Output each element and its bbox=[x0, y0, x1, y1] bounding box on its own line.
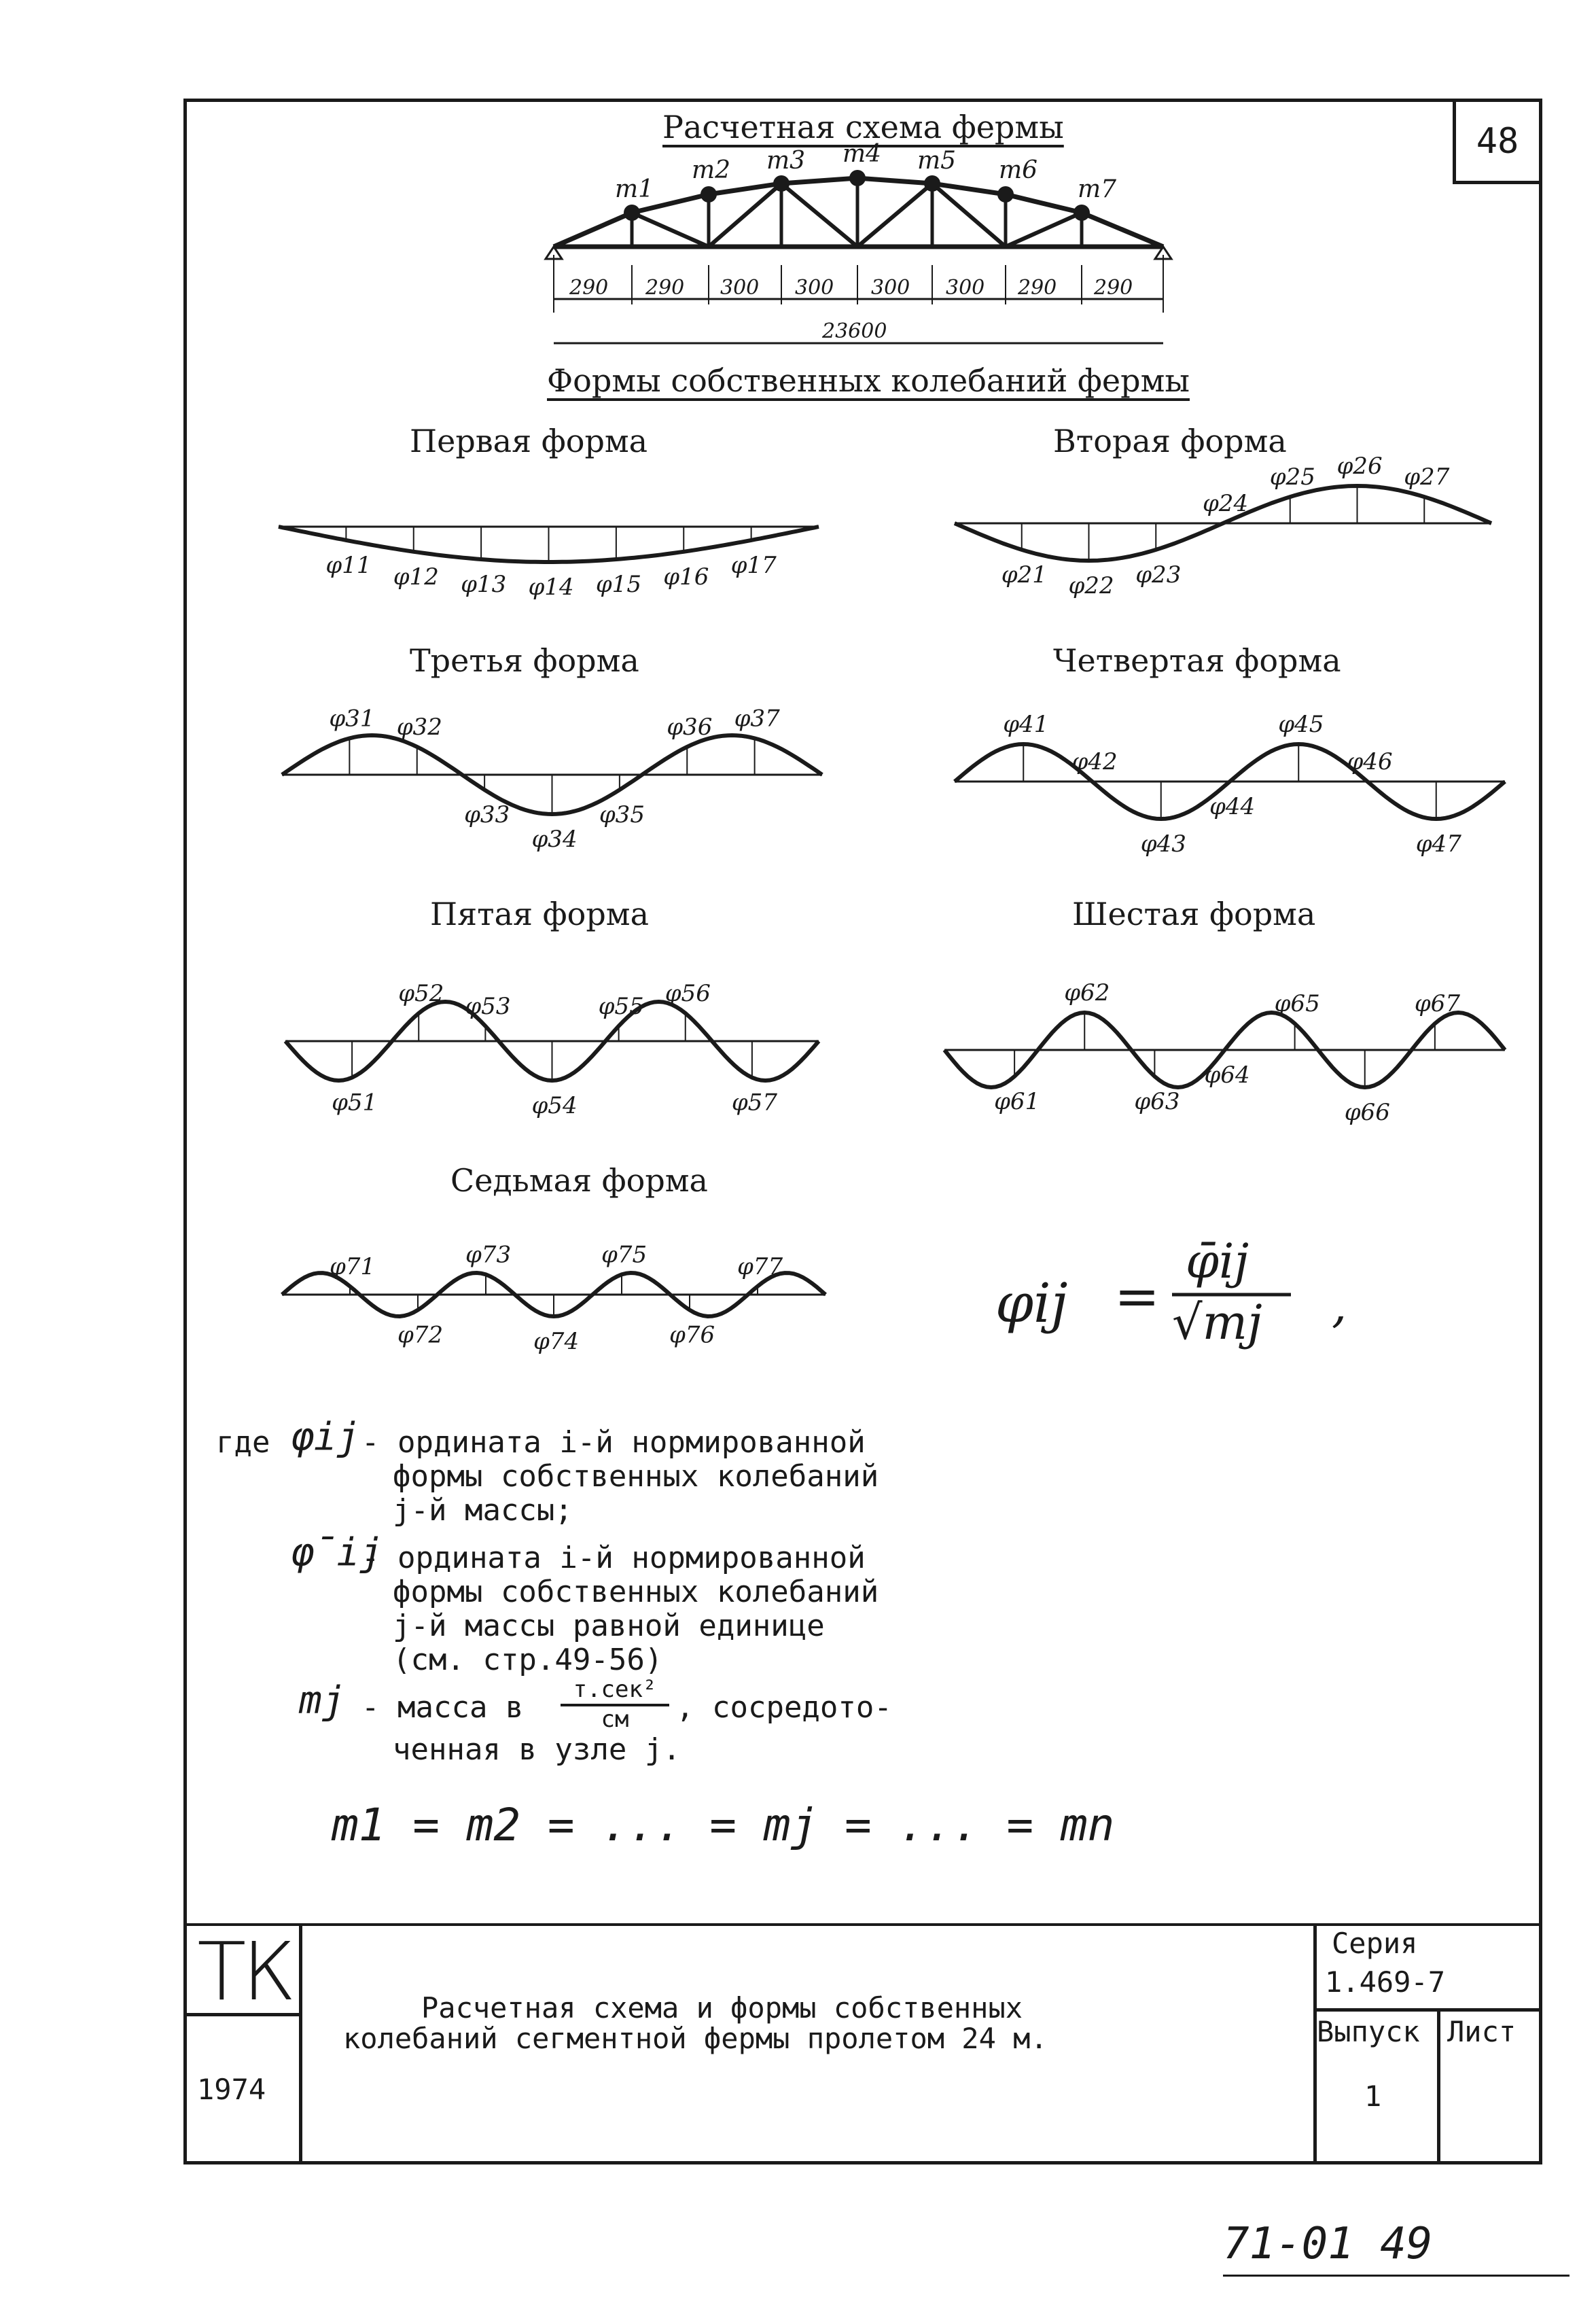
mode-2-diagram bbox=[955, 453, 1491, 599]
mode-2-label-6: φ26 bbox=[1336, 453, 1383, 480]
mass-label-m5: m5 bbox=[917, 147, 957, 175]
legend-line-1b: формы собственных колебаний bbox=[393, 1459, 879, 1494]
mode-7-label-6: φ76 bbox=[669, 1321, 715, 1349]
issue-label: Выпуск bbox=[1317, 2015, 1420, 2048]
mode-1-label-7: φ17 bbox=[730, 551, 777, 579]
mode-3-label-3: φ33 bbox=[464, 801, 510, 829]
mode-5-label-3: φ53 bbox=[465, 992, 511, 1020]
mode-4-diagram bbox=[955, 711, 1505, 858]
series-label: Серия bbox=[1332, 1927, 1418, 1960]
caption-line-2: колебаний сегментной фермы пролетом 24 м. bbox=[343, 2022, 1048, 2055]
dim-5: 300 bbox=[871, 276, 910, 300]
mode-1-label-5: φ15 bbox=[595, 571, 641, 599]
panel-dimensions bbox=[569, 276, 1133, 343]
mode-6-name: Шестая форма bbox=[1072, 896, 1316, 932]
legend-sym-2: φ̄ij bbox=[291, 1530, 383, 1575]
dim-6: 300 bbox=[946, 276, 985, 300]
mode-4-label-6: φ46 bbox=[1347, 748, 1393, 775]
mode-2-label-4: φ24 bbox=[1203, 490, 1249, 517]
mode-3-label-5: φ35 bbox=[599, 801, 645, 829]
mass-label-m4: m4 bbox=[843, 140, 882, 168]
mode-6-label-3: φ63 bbox=[1134, 1087, 1180, 1115]
mode-7-label-5: φ75 bbox=[601, 1241, 648, 1269]
sheet-label: Лист bbox=[1447, 2015, 1517, 2048]
mode-6-label-7: φ67 bbox=[1414, 990, 1460, 1018]
mode-6-label-5: φ65 bbox=[1274, 990, 1320, 1018]
mode-4-label-3: φ43 bbox=[1140, 830, 1186, 858]
mode-3-label-1: φ31 bbox=[329, 705, 375, 733]
mode-4-name: Четвертая форма bbox=[1053, 642, 1341, 679]
legend-line-3c: ченная в узле j. bbox=[393, 1732, 681, 1767]
mode-4-label-5: φ45 bbox=[1278, 711, 1324, 738]
modes-title: Формы собственных колебаний фермы bbox=[547, 362, 1190, 399]
mode-7-label-4: φ74 bbox=[533, 1328, 580, 1355]
mode-5-name: Пятая форма bbox=[430, 896, 649, 932]
mode-3-diagram bbox=[282, 705, 822, 853]
mode-6-label-2: φ62 bbox=[1064, 979, 1110, 1006]
dim-1: 290 bbox=[569, 276, 609, 300]
mode-7-label-1: φ71 bbox=[330, 1252, 376, 1280]
mode-5-label-7: φ57 bbox=[731, 1089, 777, 1117]
mode-3-label-7: φ37 bbox=[734, 705, 780, 733]
mode-2-label-5: φ25 bbox=[1269, 463, 1315, 491]
mass-label-m3: m3 bbox=[766, 147, 806, 175]
legend-line-2a: - ордината i-й нормированной bbox=[361, 1541, 866, 1575]
caption-line-1: Расчетная схема и формы собственных bbox=[421, 1991, 1023, 2024]
formula-eq: = bbox=[1114, 1265, 1160, 1328]
mode-2-name: Вторая форма bbox=[1053, 423, 1287, 459]
mass-label-m7: m7 bbox=[1078, 175, 1117, 203]
mode-7-diagram bbox=[282, 1241, 826, 1355]
legend-line-2d: (см. стр.49-56) bbox=[393, 1643, 663, 1677]
mode-7-label-7: φ77 bbox=[737, 1252, 783, 1280]
mode-4-label-4: φ44 bbox=[1209, 793, 1256, 820]
legend-sym-3: mj bbox=[299, 1679, 345, 1723]
mass-labels bbox=[615, 140, 1116, 203]
total-span: 23600 bbox=[822, 319, 887, 343]
mode-6-label-4: φ64 bbox=[1204, 1062, 1250, 1089]
legend-line-1a: - ордината i-й нормированной bbox=[361, 1425, 866, 1460]
mass-label-m6: m6 bbox=[999, 156, 1038, 184]
mode-4-label-2: φ42 bbox=[1071, 748, 1118, 775]
mode-1-label-4: φ14 bbox=[528, 574, 574, 601]
dim-3: 300 bbox=[720, 276, 760, 300]
scheme-title: Расчетная схема фермы bbox=[662, 109, 1064, 145]
legend-unit-den: см bbox=[601, 1706, 629, 1733]
mode-3-label-2: φ32 bbox=[396, 713, 442, 741]
mode-2-label-1: φ21 bbox=[1001, 561, 1047, 589]
mode-2-label-2: φ22 bbox=[1068, 572, 1114, 599]
normalization-formula bbox=[995, 1233, 1347, 1350]
mode-4-label-7: φ47 bbox=[1415, 830, 1461, 858]
mass-label-m2: m2 bbox=[692, 156, 731, 184]
mode-1-label-1: φ11 bbox=[325, 551, 372, 579]
mode-1-label-3: φ13 bbox=[461, 571, 507, 599]
series-rule bbox=[1313, 2008, 1542, 2012]
legend-line-1c: j-й массы; bbox=[393, 1493, 573, 1528]
legend-unit-num: т.сек² bbox=[573, 1676, 657, 1703]
formula-denominator: √mj bbox=[1172, 1295, 1262, 1350]
mode-7-label-2: φ72 bbox=[397, 1321, 444, 1349]
mode-3-label-4: φ34 bbox=[531, 826, 578, 853]
mode-6-label-6: φ66 bbox=[1344, 1099, 1390, 1126]
mass-equality: m1 = m2 = ... = mj = ... = mn bbox=[332, 1799, 1115, 1851]
dim-8: 290 bbox=[1094, 276, 1133, 300]
mode-1-label-6: φ16 bbox=[663, 563, 709, 591]
dim-2: 290 bbox=[645, 276, 685, 300]
page-number: 48 bbox=[1453, 99, 1542, 184]
legend-line-3a: - масса в bbox=[361, 1690, 524, 1725]
mode-1-name: Первая форма bbox=[410, 423, 648, 459]
mode-3-name: Третья форма bbox=[410, 642, 639, 679]
legend-line-2b: формы собственных колебаний bbox=[393, 1575, 879, 1609]
mass-label-m1: m1 bbox=[615, 175, 654, 203]
dim-4: 300 bbox=[795, 276, 834, 300]
legend-where: где bbox=[216, 1425, 270, 1460]
mode-2-label-7: φ27 bbox=[1404, 463, 1450, 491]
formula-tail: , bbox=[1332, 1278, 1347, 1333]
title-block-top-rule bbox=[183, 1923, 1542, 1926]
mode-5-label-6: φ56 bbox=[664, 979, 711, 1007]
mode-1-diagram bbox=[279, 527, 819, 601]
legend-sym-1: φij bbox=[291, 1415, 360, 1459]
issue-divider bbox=[1437, 2008, 1440, 2164]
mode-7-label-3: φ73 bbox=[465, 1241, 512, 1269]
year: 1974 bbox=[197, 2073, 266, 2106]
legend-line-2c: j-й массы равной единице bbox=[393, 1609, 825, 1643]
mode-6-diagram bbox=[944, 979, 1505, 1126]
mode-2-label-3: φ23 bbox=[1135, 561, 1182, 589]
mode-4-label-1: φ41 bbox=[1003, 711, 1049, 738]
mode-5-label-5: φ55 bbox=[598, 992, 644, 1020]
mode-7-name: Седьмая форма bbox=[450, 1162, 708, 1199]
formula-lhs: φij bbox=[995, 1272, 1068, 1335]
handwritten-stamp: 71-01 49 bbox=[1223, 2219, 1433, 2269]
mode-6-label-1: φ61 bbox=[994, 1087, 1040, 1115]
series-value: 1.469-7 bbox=[1325, 1965, 1446, 1999]
tk-logo: ТК bbox=[197, 1925, 292, 2018]
mode-5-label-2: φ52 bbox=[398, 979, 444, 1007]
issue-value: 1 bbox=[1364, 2080, 1382, 2113]
mode-5-diagram bbox=[285, 980, 819, 1119]
mode-5-label-4: φ54 bbox=[531, 1092, 578, 1119]
stamp-underline bbox=[1223, 2275, 1570, 2277]
dim-7: 290 bbox=[1018, 276, 1057, 300]
formula-numerator: φ̄ij bbox=[1186, 1233, 1249, 1289]
mode-1-label-2: φ12 bbox=[393, 563, 439, 591]
legend-line-3b: , сосредото- bbox=[676, 1690, 892, 1725]
mode-3-label-6: φ36 bbox=[667, 713, 713, 741]
mode-5-label-1: φ51 bbox=[332, 1089, 378, 1117]
